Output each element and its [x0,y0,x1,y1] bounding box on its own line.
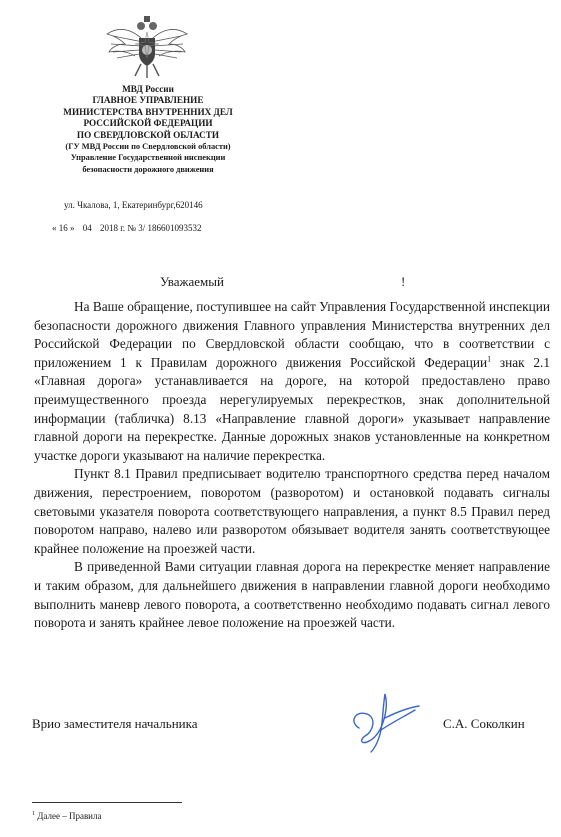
greeting: Уважаемый [160,274,224,289]
letter-body [34,298,550,633]
doc-date-month: 04 [82,223,92,233]
sender-address: ул. Чкалова, 1, Екатеринбург,620146 [64,200,203,210]
letterhead-subline: безопасности дорожного движения [82,164,214,174]
letterhead-line: ПО СВЕРДЛОВСКОЙ ОБЛАСТИ [76,129,220,140]
letterhead-subline: Управление Государственной инспекции [70,153,226,163]
greeting-end: ! [401,274,406,289]
doc-date-day: « 16 » [52,223,75,233]
paragraph-1 [34,298,550,465]
paragraph-1-text-b: знак 2.1 «Главная дорога» устанавливается на дороге, на которой предоставлено право преимущественного проезда нерегулируемых перекрестков, знак дополнительной информации (табличка) 8.13 «Направление главной дороги» указывает направление главной дороги на перекрестке. Данные дорожных знаков установленные на конкретном участке дороги указывают на наличие перекрестка. [34,354,550,463]
letterhead-line: МИНИСТЕРСТВА ВНУТРЕННИХ ДЕЛ [63,106,233,117]
paragraph-2: Пункт 8.1 Правил предписывает водителю транспортного средства перед началом движения, перестроением, поворотом (разворотом) и остановкой подавать сигналы световыми указателя поворота соответствующего направления, а пункт 8.5 Правил перед поворотом направо, налево или разворотом обязывает водителя занять соответствующее крайнее положение на проезжей части. [34,466,550,556]
document-reference [52,223,208,233]
handwritten-signature-icon [345,688,423,754]
paragraph-3: В приведенной Вами ситуации главная дорога на перекрестке меняет направление и таким образом, для дальнейшего движения в направлении главной дороги необходимо выполнить маневр левого поворота, а соответственно необходимо подавать сигнал левого поворота и занять крайнее левое положение на проезжей части. [34,559,550,631]
letterhead-block [38,84,258,175]
mvd-emblem-icon [103,14,191,80]
letterhead-line: ГЛАВНОЕ УПРАВЛЕНИЕ [92,95,204,106]
letterhead-subline: (ГУ МВД России по Свердловской области) [65,142,231,152]
footnote-ref: 1 [487,354,492,364]
doc-date-year-number: 2018 г. № 3/ 186601093532 [100,223,202,233]
letterhead-line: РОССИЙСКОЙ ФЕДЕРАЦИИ [83,118,213,129]
signer-role: Врио заместителя начальника [32,716,198,731]
footnote-divider [32,802,182,803]
letterhead-line: МВД России [122,84,174,94]
paragraph-1-text-a: На Ваше обращение, поступившее на сайт Управления Государственной инспекции безопасности дорожного движения Главного управления Министерства внутренних дел Российской Федерации по Свердловской области сообщаю, что в соответствии с приложением 1 к Правилам дорожного движения Российской Федерации [34,299,550,370]
footnote [32,811,102,821]
signer-name: С.А. Соколкин [443,716,525,731]
footnote-mark: 1 [32,811,35,817]
footnote-text: Далее – Правила [35,811,102,821]
